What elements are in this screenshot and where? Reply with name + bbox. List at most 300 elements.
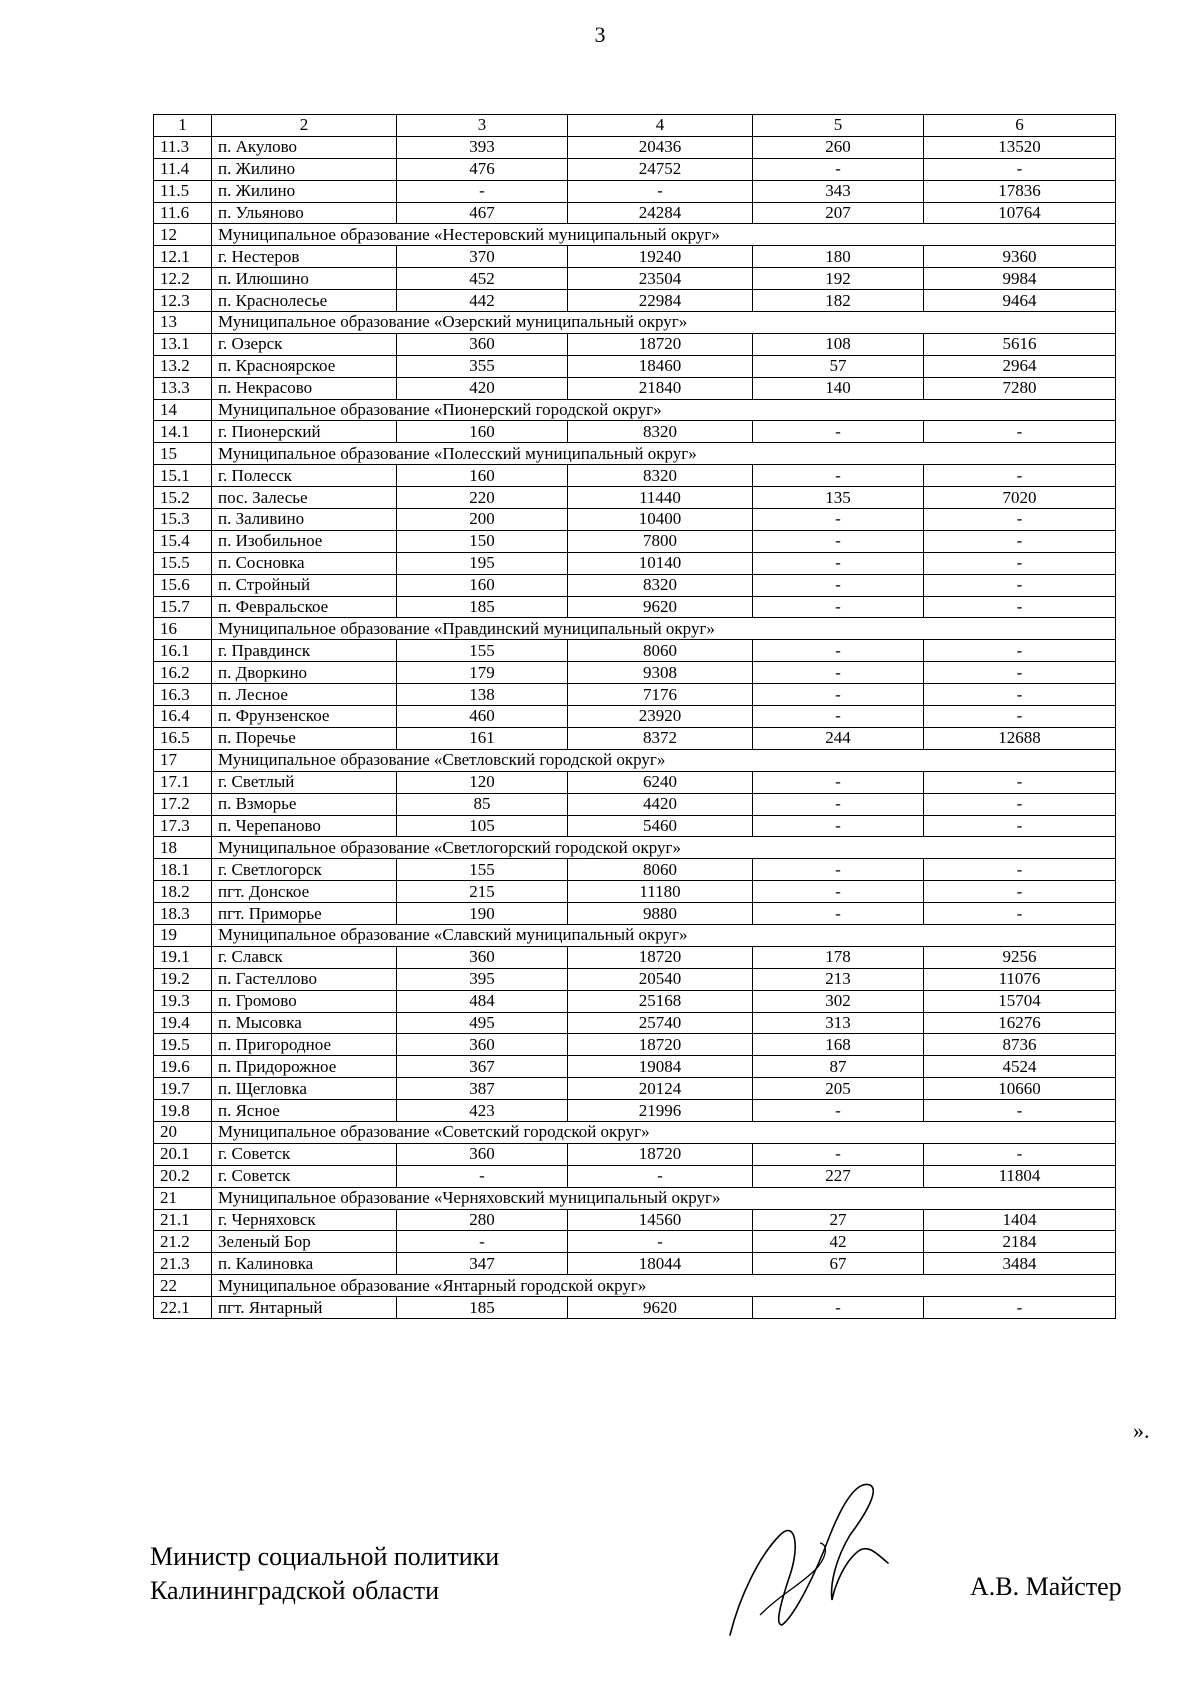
row-number-cell: 18.1 <box>154 859 212 881</box>
row-number-cell: 19.2 <box>154 968 212 990</box>
settlement-name-cell: п. Громово <box>212 990 397 1012</box>
column-4-cell: 23920 <box>568 706 753 728</box>
row-number-cell: 19.8 <box>154 1100 212 1122</box>
column-4-cell: 8060 <box>568 859 753 881</box>
column-6-cell: - <box>924 509 1116 531</box>
table-row <box>154 1078 1116 1100</box>
table-row <box>154 859 1116 881</box>
column-4-cell: - <box>568 180 753 202</box>
settlement-name-cell: п. Дворкино <box>212 662 397 684</box>
row-number-cell: 16.4 <box>154 706 212 728</box>
settlement-name-cell: п. Изобильное <box>212 530 397 552</box>
benefits-table-container <box>153 114 1115 1319</box>
column-6-cell: 11804 <box>924 1165 1116 1187</box>
benefits-table <box>153 114 1116 1319</box>
column-4-cell: 18720 <box>568 1143 753 1165</box>
settlement-name-cell: п. Поречье <box>212 727 397 749</box>
column-5-cell: - <box>753 509 924 531</box>
municipality-group-row <box>154 924 1116 946</box>
table-row <box>154 1034 1116 1056</box>
column-4-cell: 11180 <box>568 881 753 903</box>
column-6-cell: 9984 <box>924 268 1116 290</box>
column-6-cell: - <box>924 1143 1116 1165</box>
settlement-name-cell: г. Светлый <box>212 771 397 793</box>
column-3-cell: 280 <box>397 1209 568 1231</box>
column-4-cell: 19240 <box>568 246 753 268</box>
table-row <box>154 1056 1116 1078</box>
row-number-cell: 15.4 <box>154 530 212 552</box>
settlement-name-cell: п. Пригородное <box>212 1034 397 1056</box>
column-6-cell: - <box>924 662 1116 684</box>
column-6-cell: - <box>924 1100 1116 1122</box>
column-6-cell: 5616 <box>924 333 1116 355</box>
row-number-cell: 17.3 <box>154 815 212 837</box>
column-4-cell: - <box>568 1231 753 1253</box>
column-5-cell: 135 <box>753 487 924 509</box>
column-5-cell: - <box>753 684 924 706</box>
municipality-group-row <box>154 399 1116 421</box>
column-3-cell: 190 <box>397 903 568 925</box>
municipality-group-row <box>154 749 1116 771</box>
settlement-name-cell: пгт. Приморье <box>212 903 397 925</box>
column-5-cell: - <box>753 530 924 552</box>
row-number-cell: 19.7 <box>154 1078 212 1100</box>
settlement-name-cell: п. Жилино <box>212 180 397 202</box>
row-number-cell: 15.6 <box>154 574 212 596</box>
column-4-cell: 25740 <box>568 1012 753 1034</box>
column-3-cell: 370 <box>397 246 568 268</box>
row-number-cell: 12.3 <box>154 290 212 312</box>
group-title-cell: Муниципальное образование «Славский муниципальный округ» <box>212 924 1116 946</box>
column-6-cell: - <box>924 859 1116 881</box>
column-5-cell: 313 <box>753 1012 924 1034</box>
table-row <box>154 158 1116 180</box>
column-3-cell: 387 <box>397 1078 568 1100</box>
column-4-cell: 9880 <box>568 903 753 925</box>
group-number-cell: 20 <box>154 1121 212 1143</box>
column-3-cell: 85 <box>397 793 568 815</box>
column-6-cell: 2184 <box>924 1231 1116 1253</box>
group-number-cell: 18 <box>154 837 212 859</box>
column-6-cell: 10660 <box>924 1078 1116 1100</box>
column-5-cell: 87 <box>753 1056 924 1078</box>
column-3-cell: 160 <box>397 574 568 596</box>
table-row <box>154 1297 1116 1319</box>
column-3-cell: 179 <box>397 662 568 684</box>
row-number-cell: 11.4 <box>154 158 212 180</box>
table-row <box>154 662 1116 684</box>
settlement-name-cell: п. Ульяново <box>212 202 397 224</box>
settlement-name-cell: г. Светлогорск <box>212 859 397 881</box>
row-number-cell: 18.3 <box>154 903 212 925</box>
column-4-cell: 10400 <box>568 509 753 531</box>
column-5-cell: 192 <box>753 268 924 290</box>
group-title-cell: Муниципальное образование «Янтарный городской округ» <box>212 1275 1116 1297</box>
column-3-cell: 442 <box>397 290 568 312</box>
row-number-cell: 17.1 <box>154 771 212 793</box>
table-row <box>154 509 1116 531</box>
settlement-name-cell: пгт. Донское <box>212 881 397 903</box>
column-4-cell: 14560 <box>568 1209 753 1231</box>
settlement-name-cell: г. Советск <box>212 1165 397 1187</box>
row-number-cell: 17.2 <box>154 793 212 815</box>
table-row <box>154 333 1116 355</box>
column-3-cell: 185 <box>397 596 568 618</box>
column-4-cell: 7176 <box>568 684 753 706</box>
row-number-cell: 11.6 <box>154 202 212 224</box>
group-number-cell: 21 <box>154 1187 212 1209</box>
header-cell: 3 <box>397 115 568 137</box>
group-title-cell: Муниципальное образование «Полесский муниципальный округ» <box>212 443 1116 465</box>
column-6-cell: 4524 <box>924 1056 1116 1078</box>
column-5-cell: - <box>753 552 924 574</box>
group-number-cell: 13 <box>154 312 212 334</box>
column-3-cell: 360 <box>397 946 568 968</box>
column-3-cell: 360 <box>397 1143 568 1165</box>
column-3-cell: 484 <box>397 990 568 1012</box>
settlement-name-cell: п. Краснолесье <box>212 290 397 312</box>
column-5-cell: - <box>753 793 924 815</box>
column-3-cell: - <box>397 1231 568 1253</box>
column-5-cell: 205 <box>753 1078 924 1100</box>
signer-region: Калининградской области <box>150 1576 440 1605</box>
settlement-name-cell: п. Щегловка <box>212 1078 397 1100</box>
group-title-cell: Муниципальное образование «Светлогорский городской округ» <box>212 837 1116 859</box>
header-cell: 5 <box>753 115 924 137</box>
settlement-name-cell: п. Жилино <box>212 158 397 180</box>
settlement-name-cell: п. Ясное <box>212 1100 397 1122</box>
column-6-cell: - <box>924 465 1116 487</box>
column-3-cell: 452 <box>397 268 568 290</box>
column-6-cell: 17836 <box>924 180 1116 202</box>
column-6-cell: 15704 <box>924 990 1116 1012</box>
column-5-cell: - <box>753 815 924 837</box>
column-4-cell: 5460 <box>568 815 753 837</box>
settlement-name-cell: г. Советск <box>212 1143 397 1165</box>
column-3-cell: 355 <box>397 355 568 377</box>
group-number-cell: 19 <box>154 924 212 946</box>
column-3-cell: 105 <box>397 815 568 837</box>
table-row <box>154 290 1116 312</box>
column-5-cell: 42 <box>753 1231 924 1253</box>
settlement-name-cell: г. Озерск <box>212 333 397 355</box>
column-6-cell: - <box>924 903 1116 925</box>
row-number-cell: 20.1 <box>154 1143 212 1165</box>
column-5-cell: - <box>753 421 924 443</box>
column-3-cell: 200 <box>397 509 568 531</box>
row-number-cell: 19.4 <box>154 1012 212 1034</box>
column-4-cell: 19084 <box>568 1056 753 1078</box>
column-6-cell: 9360 <box>924 246 1116 268</box>
settlement-name-cell: п. Гастеллово <box>212 968 397 990</box>
table-row <box>154 421 1116 443</box>
column-6-cell: 10764 <box>924 202 1116 224</box>
column-3-cell: 150 <box>397 530 568 552</box>
column-3-cell: 420 <box>397 377 568 399</box>
column-5-cell: 168 <box>753 1034 924 1056</box>
table-row <box>154 355 1116 377</box>
municipality-group-row <box>154 224 1116 246</box>
column-3-cell: 215 <box>397 881 568 903</box>
table-row <box>154 793 1116 815</box>
row-number-cell: 13.2 <box>154 355 212 377</box>
settlement-name-cell: г. Нестеров <box>212 246 397 268</box>
column-6-cell: - <box>924 158 1116 180</box>
column-6-cell: - <box>924 574 1116 596</box>
municipality-group-row <box>154 1275 1116 1297</box>
table-row <box>154 465 1116 487</box>
column-3-cell: 161 <box>397 727 568 749</box>
row-number-cell: 19.6 <box>154 1056 212 1078</box>
municipality-group-row <box>154 837 1116 859</box>
table-row <box>154 727 1116 749</box>
row-number-cell: 15.2 <box>154 487 212 509</box>
group-number-cell: 17 <box>154 749 212 771</box>
column-5-cell: - <box>753 662 924 684</box>
settlement-name-cell: Зеленый Бор <box>212 1231 397 1253</box>
column-4-cell: 24284 <box>568 202 753 224</box>
row-number-cell: 12.1 <box>154 246 212 268</box>
header-cell: 2 <box>212 115 397 137</box>
column-5-cell: 244 <box>753 727 924 749</box>
column-6-cell: 16276 <box>924 1012 1116 1034</box>
group-number-cell: 22 <box>154 1275 212 1297</box>
row-number-cell: 15.1 <box>154 465 212 487</box>
column-6-cell: 12688 <box>924 727 1116 749</box>
row-number-cell: 16.1 <box>154 640 212 662</box>
settlement-name-cell: п. Илюшино <box>212 268 397 290</box>
column-3-cell: - <box>397 180 568 202</box>
column-4-cell: 8320 <box>568 574 753 596</box>
row-number-cell: 21.3 <box>154 1253 212 1275</box>
column-5-cell: 343 <box>753 180 924 202</box>
column-3-cell: 347 <box>397 1253 568 1275</box>
group-title-cell: Муниципальное образование «Озерский муниципальный округ» <box>212 312 1116 334</box>
group-number-cell: 14 <box>154 399 212 421</box>
column-6-cell: - <box>924 771 1116 793</box>
table-row <box>154 1165 1116 1187</box>
header-cell: 4 <box>568 115 753 137</box>
table-row <box>154 574 1116 596</box>
row-number-cell: 12.2 <box>154 268 212 290</box>
table-row <box>154 968 1116 990</box>
column-3-cell: 393 <box>397 136 568 158</box>
table-row <box>154 881 1116 903</box>
table-row <box>154 946 1116 968</box>
row-number-cell: 18.2 <box>154 881 212 903</box>
column-5-cell: - <box>753 1143 924 1165</box>
column-5-cell: 182 <box>753 290 924 312</box>
group-number-cell: 16 <box>154 618 212 640</box>
column-4-cell: 20436 <box>568 136 753 158</box>
column-5-cell: 27 <box>753 1209 924 1231</box>
column-5-cell: 260 <box>753 136 924 158</box>
column-5-cell: 207 <box>753 202 924 224</box>
column-4-cell: 18460 <box>568 355 753 377</box>
column-5-cell: - <box>753 596 924 618</box>
column-4-cell: 6240 <box>568 771 753 793</box>
table-row <box>154 530 1116 552</box>
header-cell: 1 <box>154 115 212 137</box>
column-5-cell: 213 <box>753 968 924 990</box>
column-4-cell: 18720 <box>568 946 753 968</box>
table-row <box>154 771 1116 793</box>
table-row <box>154 1253 1116 1275</box>
column-6-cell: 7020 <box>924 487 1116 509</box>
settlement-name-cell: п. Сосновка <box>212 552 397 574</box>
settlement-name-cell: пос. Залесье <box>212 487 397 509</box>
settlement-name-cell: п. Мысовка <box>212 1012 397 1034</box>
table-row <box>154 640 1116 662</box>
municipality-group-row <box>154 312 1116 334</box>
table-row <box>154 990 1116 1012</box>
column-4-cell: 20540 <box>568 968 753 990</box>
column-5-cell: - <box>753 771 924 793</box>
column-3-cell: 120 <box>397 771 568 793</box>
row-number-cell: 15.7 <box>154 596 212 618</box>
column-5-cell: - <box>753 903 924 925</box>
column-6-cell: 9256 <box>924 946 1116 968</box>
settlement-name-cell: г. Пионерский <box>212 421 397 443</box>
column-6-cell: 9464 <box>924 290 1116 312</box>
settlement-name-cell: п. Лесное <box>212 684 397 706</box>
closing-quote: ». <box>1133 1418 1150 1443</box>
municipality-group-row <box>154 1121 1116 1143</box>
column-3-cell: 195 <box>397 552 568 574</box>
row-number-cell: 19.1 <box>154 946 212 968</box>
column-6-cell: 2964 <box>924 355 1116 377</box>
row-number-cell: 19.5 <box>154 1034 212 1056</box>
column-6-cell: - <box>924 596 1116 618</box>
column-6-cell: - <box>924 815 1116 837</box>
settlement-name-cell: п. Красноярское <box>212 355 397 377</box>
column-5-cell: - <box>753 881 924 903</box>
row-number-cell: 19.3 <box>154 990 212 1012</box>
column-4-cell: 21996 <box>568 1100 753 1122</box>
group-number-cell: 12 <box>154 224 212 246</box>
group-title-cell: Муниципальное образование «Нестеровский муниципальный округ» <box>212 224 1116 246</box>
settlement-name-cell: г. Славск <box>212 946 397 968</box>
column-3-cell: 360 <box>397 1034 568 1056</box>
row-number-cell: 16.5 <box>154 727 212 749</box>
row-number-cell: 16.3 <box>154 684 212 706</box>
column-4-cell: - <box>568 1165 753 1187</box>
signer-position: Министр социальной политики <box>150 1542 500 1571</box>
column-3-cell: 160 <box>397 421 568 443</box>
settlement-name-cell: г. Черняховск <box>212 1209 397 1231</box>
column-6-cell: 3484 <box>924 1253 1116 1275</box>
header-cell: 6 <box>924 115 1116 137</box>
column-5-cell: - <box>753 706 924 728</box>
settlement-name-cell: п. Черепаново <box>212 815 397 837</box>
table-row <box>154 596 1116 618</box>
table-row <box>154 706 1116 728</box>
column-4-cell: 18044 <box>568 1253 753 1275</box>
municipality-group-row <box>154 618 1116 640</box>
table-row <box>154 487 1116 509</box>
column-6-cell: 11076 <box>924 968 1116 990</box>
row-number-cell: 14.1 <box>154 421 212 443</box>
column-4-cell: 18720 <box>568 333 753 355</box>
settlement-name-cell: г. Правдинск <box>212 640 397 662</box>
table-body <box>154 115 1116 1319</box>
column-4-cell: 11440 <box>568 487 753 509</box>
page-number: 3 <box>594 22 606 47</box>
column-3-cell: 160 <box>397 465 568 487</box>
handwritten-signature-icon <box>720 1475 900 1645</box>
column-4-cell: 23504 <box>568 268 753 290</box>
column-3-cell: 395 <box>397 968 568 990</box>
column-3-cell: 367 <box>397 1056 568 1078</box>
settlement-name-cell: п. Придорожное <box>212 1056 397 1078</box>
column-6-cell: - <box>924 530 1116 552</box>
signature-block <box>150 1540 499 1608</box>
column-6-cell: - <box>924 421 1116 443</box>
table-row <box>154 1143 1116 1165</box>
group-title-cell: Муниципальное образование «Пионерский городской округ» <box>212 399 1116 421</box>
column-4-cell: 18720 <box>568 1034 753 1056</box>
settlement-name-cell: п. Взморье <box>212 793 397 815</box>
column-5-cell: - <box>753 1297 924 1319</box>
group-number-cell: 15 <box>154 443 212 465</box>
row-number-cell: 21.2 <box>154 1231 212 1253</box>
column-4-cell: 21840 <box>568 377 753 399</box>
column-4-cell: 8320 <box>568 465 753 487</box>
row-number-cell: 22.1 <box>154 1297 212 1319</box>
column-5-cell: - <box>753 465 924 487</box>
column-3-cell: 476 <box>397 158 568 180</box>
column-6-cell: - <box>924 793 1116 815</box>
column-3-cell: 495 <box>397 1012 568 1034</box>
column-4-cell: 9620 <box>568 596 753 618</box>
column-4-cell: 7800 <box>568 530 753 552</box>
table-row <box>154 268 1116 290</box>
table-row <box>154 246 1116 268</box>
row-number-cell: 16.2 <box>154 662 212 684</box>
column-5-cell: 140 <box>753 377 924 399</box>
column-5-cell: - <box>753 640 924 662</box>
row-number-cell: 15.5 <box>154 552 212 574</box>
column-5-cell: 227 <box>753 1165 924 1187</box>
column-4-cell: 8372 <box>568 727 753 749</box>
settlement-name-cell: п. Заливино <box>212 509 397 531</box>
column-5-cell: - <box>753 574 924 596</box>
table-row <box>154 815 1116 837</box>
column-3-cell: 360 <box>397 333 568 355</box>
column-3-cell: 155 <box>397 640 568 662</box>
settlement-name-cell: п. Некрасово <box>212 377 397 399</box>
column-4-cell: 20124 <box>568 1078 753 1100</box>
column-4-cell: 8060 <box>568 640 753 662</box>
column-3-cell: 155 <box>397 859 568 881</box>
group-title-cell: Муниципальное образование «Советский городской округ» <box>212 1121 1116 1143</box>
column-4-cell: 4420 <box>568 793 753 815</box>
column-5-cell: 67 <box>753 1253 924 1275</box>
settlement-name-cell: п. Калиновка <box>212 1253 397 1275</box>
table-row <box>154 1100 1116 1122</box>
column-6-cell: - <box>924 640 1116 662</box>
column-4-cell: 8320 <box>568 421 753 443</box>
column-4-cell: 24752 <box>568 158 753 180</box>
table-row <box>154 552 1116 574</box>
column-5-cell: 108 <box>753 333 924 355</box>
group-title-cell: Муниципальное образование «Светловский городской округ» <box>212 749 1116 771</box>
settlement-name-cell: г. Полесск <box>212 465 397 487</box>
column-5-cell: 302 <box>753 990 924 1012</box>
settlement-name-cell: п. Февральское <box>212 596 397 618</box>
settlement-name-cell: п. Фрунзенское <box>212 706 397 728</box>
column-4-cell: 25168 <box>568 990 753 1012</box>
